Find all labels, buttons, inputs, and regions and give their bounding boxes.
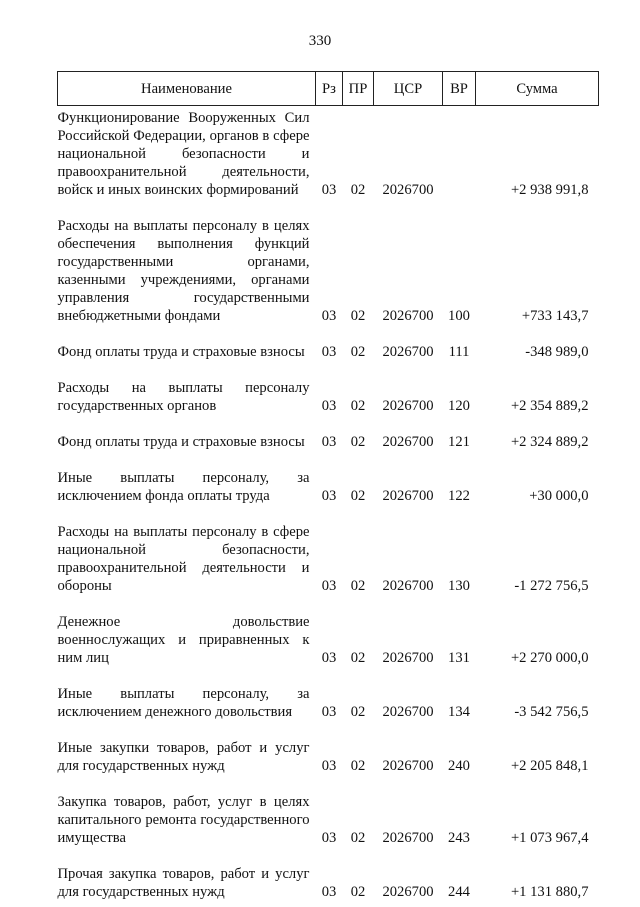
row-pr: 02 [343,781,374,853]
row-name: Фонд оплаты труда и страховые взносы [58,421,316,457]
row-vr: 122 [443,457,476,511]
row-rz: 03 [316,781,343,853]
row-csr: 2026700 [374,673,443,727]
row-csr: 2026700 [374,205,443,331]
row-name: Расходы на выплаты персоналу в целях обеспечения выполнения функций государственными органами, казенными учреждениями, органами управления государственными внебюджетными фондами [58,205,316,331]
table-row [58,106,599,206]
row-vr: 240 [443,727,476,781]
row-name: Прочая закупка товаров, работ и услуг для государственных нужд [58,853,316,907]
table-row [58,367,599,421]
row-name: Расходы на выплаты персоналу государственных органов [58,367,316,421]
row-name: Функционирование Вооруженных Сил Российской Федерации, органов в сфере национальной безопасности и правоохранительной деятельности, войск и иных воинских формирований [58,106,316,206]
row-vr: 100 [443,205,476,331]
row-name: Иные выплаты персоналу, за исключением фонда оплаты труда [58,457,316,511]
table-row [58,511,599,601]
row-sum: +1 131 880,7 [476,853,599,907]
row-rz: 03 [316,511,343,601]
row-sum: -1 272 756,5 [476,511,599,601]
row-rz: 03 [316,367,343,421]
row-pr: 02 [343,601,374,673]
column-header-rz: Рз [316,72,343,106]
table-body [58,106,599,907]
row-rz: 03 [316,673,343,727]
row-pr: 02 [343,853,374,907]
row-pr: 02 [343,205,374,331]
row-sum: +733 143,7 [476,205,599,331]
page-number: 330 [0,33,640,50]
row-csr: 2026700 [374,781,443,853]
column-header-pr: ПР [343,72,374,106]
column-header-csr: ЦСР [374,72,443,106]
row-csr: 2026700 [374,457,443,511]
row-name: Расходы на выплаты персоналу в сфере национальной безопасности, правоохранительной деятельности и обороны [58,511,316,601]
row-csr: 2026700 [374,331,443,367]
row-pr: 02 [343,421,374,457]
row-pr: 02 [343,673,374,727]
column-header-vr: ВР [443,72,476,106]
table-row [58,727,599,781]
row-rz: 03 [316,853,343,907]
row-name: Иные выплаты персоналу, за исключением денежного довольствия [58,673,316,727]
row-sum: +2 324 889,2 [476,421,599,457]
table-row [58,331,599,367]
table-row [58,421,599,457]
row-csr: 2026700 [374,367,443,421]
row-name: Закупка товаров, работ, услуг в целях капитального ремонта государственного имущества [58,781,316,853]
row-csr: 2026700 [374,727,443,781]
row-csr: 2026700 [374,421,443,457]
column-header-name: Наименование [58,72,316,106]
row-rz: 03 [316,106,343,206]
row-name: Денежное довольствие военнослужащих и приравненных к ним лиц [58,601,316,673]
row-pr: 02 [343,511,374,601]
row-csr: 2026700 [374,106,443,206]
row-vr: 244 [443,853,476,907]
row-pr: 02 [343,727,374,781]
row-csr: 2026700 [374,853,443,907]
row-rz: 03 [316,601,343,673]
row-vr: 111 [443,331,476,367]
row-csr: 2026700 [374,511,443,601]
table-row [58,781,599,853]
row-vr [443,106,476,206]
table-header-row [58,72,599,106]
table-row [58,853,599,907]
row-sum: -348 989,0 [476,331,599,367]
table-row [58,673,599,727]
table-row [58,205,599,331]
row-rz: 03 [316,331,343,367]
row-vr: 134 [443,673,476,727]
row-csr: 2026700 [374,601,443,673]
row-vr: 131 [443,601,476,673]
row-pr: 02 [343,367,374,421]
table-row [58,457,599,511]
row-sum: +30 000,0 [476,457,599,511]
row-vr: 121 [443,421,476,457]
row-sum: -3 542 756,5 [476,673,599,727]
row-vr: 120 [443,367,476,421]
row-sum: +2 205 848,1 [476,727,599,781]
row-rz: 03 [316,457,343,511]
row-rz: 03 [316,421,343,457]
row-name: Иные закупки товаров, работ и услуг для государственных нужд [58,727,316,781]
row-sum: +2 938 991,8 [476,106,599,206]
budget-table [57,71,599,907]
column-header-sum: Сумма [476,72,599,106]
row-pr: 02 [343,457,374,511]
row-vr: 130 [443,511,476,601]
row-sum: +1 073 967,4 [476,781,599,853]
row-sum: +2 270 000,0 [476,601,599,673]
row-pr: 02 [343,331,374,367]
row-sum: +2 354 889,2 [476,367,599,421]
row-rz: 03 [316,727,343,781]
row-name: Фонд оплаты труда и страховые взносы [58,331,316,367]
table-row [58,601,599,673]
row-pr: 02 [343,106,374,206]
row-vr: 243 [443,781,476,853]
row-rz: 03 [316,205,343,331]
